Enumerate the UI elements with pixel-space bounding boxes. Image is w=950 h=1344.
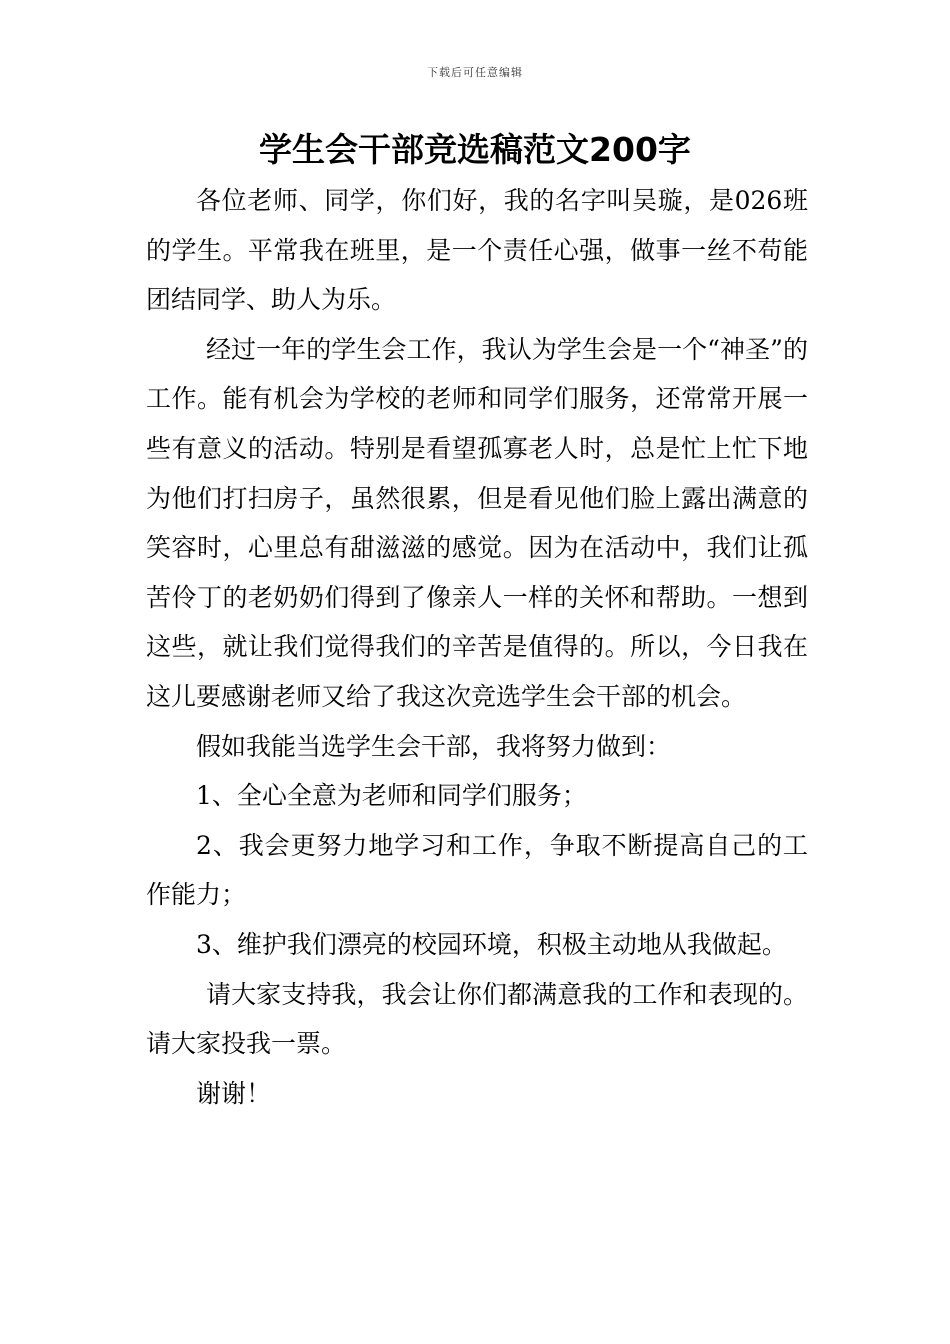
document-body	[146, 176, 808, 1118]
header-note: 下载后可任意编辑	[427, 66, 523, 79]
document-title: 学生会干部竞选稿范文200字	[259, 130, 691, 169]
paragraph-pledge-2: 2、我会更努力地学习和工作，争取不断提高自己的工作能力；	[146, 830, 808, 910]
paragraph-pledge-intro: 假如我能当选学生会干部，我将努力做到：	[196, 731, 672, 761]
paragraph-request: 请大家支持我，我会让你们都满意我的工作和表现的。请大家投我一票。	[146, 979, 808, 1059]
paragraph-intro: 各位老师、同学，你们好，我的名字叫吴璇，是026班的学生。平常我在班里，是一个责任心强，做事一丝不苟能团结同学、助人为乐。	[146, 186, 808, 315]
paragraph-thanks: 谢谢！	[196, 1078, 272, 1108]
paragraph-experience: 经过一年的学生会工作，我认为学生会是一个“神圣”的工作。能有机会为学校的老师和同学们服务，还常常开展一些有意义的活动。特别是看望孤寡老人时，总是忙上忙下地为他们打扫房子，虽然很累，但是看见他们脸上露出满意的笑容时，心里总有甜滋滋的感觉。因为在活动中，我们让孤苦伶丁的老奶奶们得到了像亲人一样的关怀和帮助。一想到这些，就让我们觉得我们的辛苦是值得的。所以，今日我在这儿要感谢老师又给了我这次竞选学生会干部的机会。	[146, 334, 808, 711]
paragraph-pledge-3: 3、维护我们漂亮的校园环境，积极主动地从我做起。	[196, 929, 787, 959]
paragraph-pledge-1: 1、全心全意为老师和同学们服务；	[196, 781, 587, 811]
